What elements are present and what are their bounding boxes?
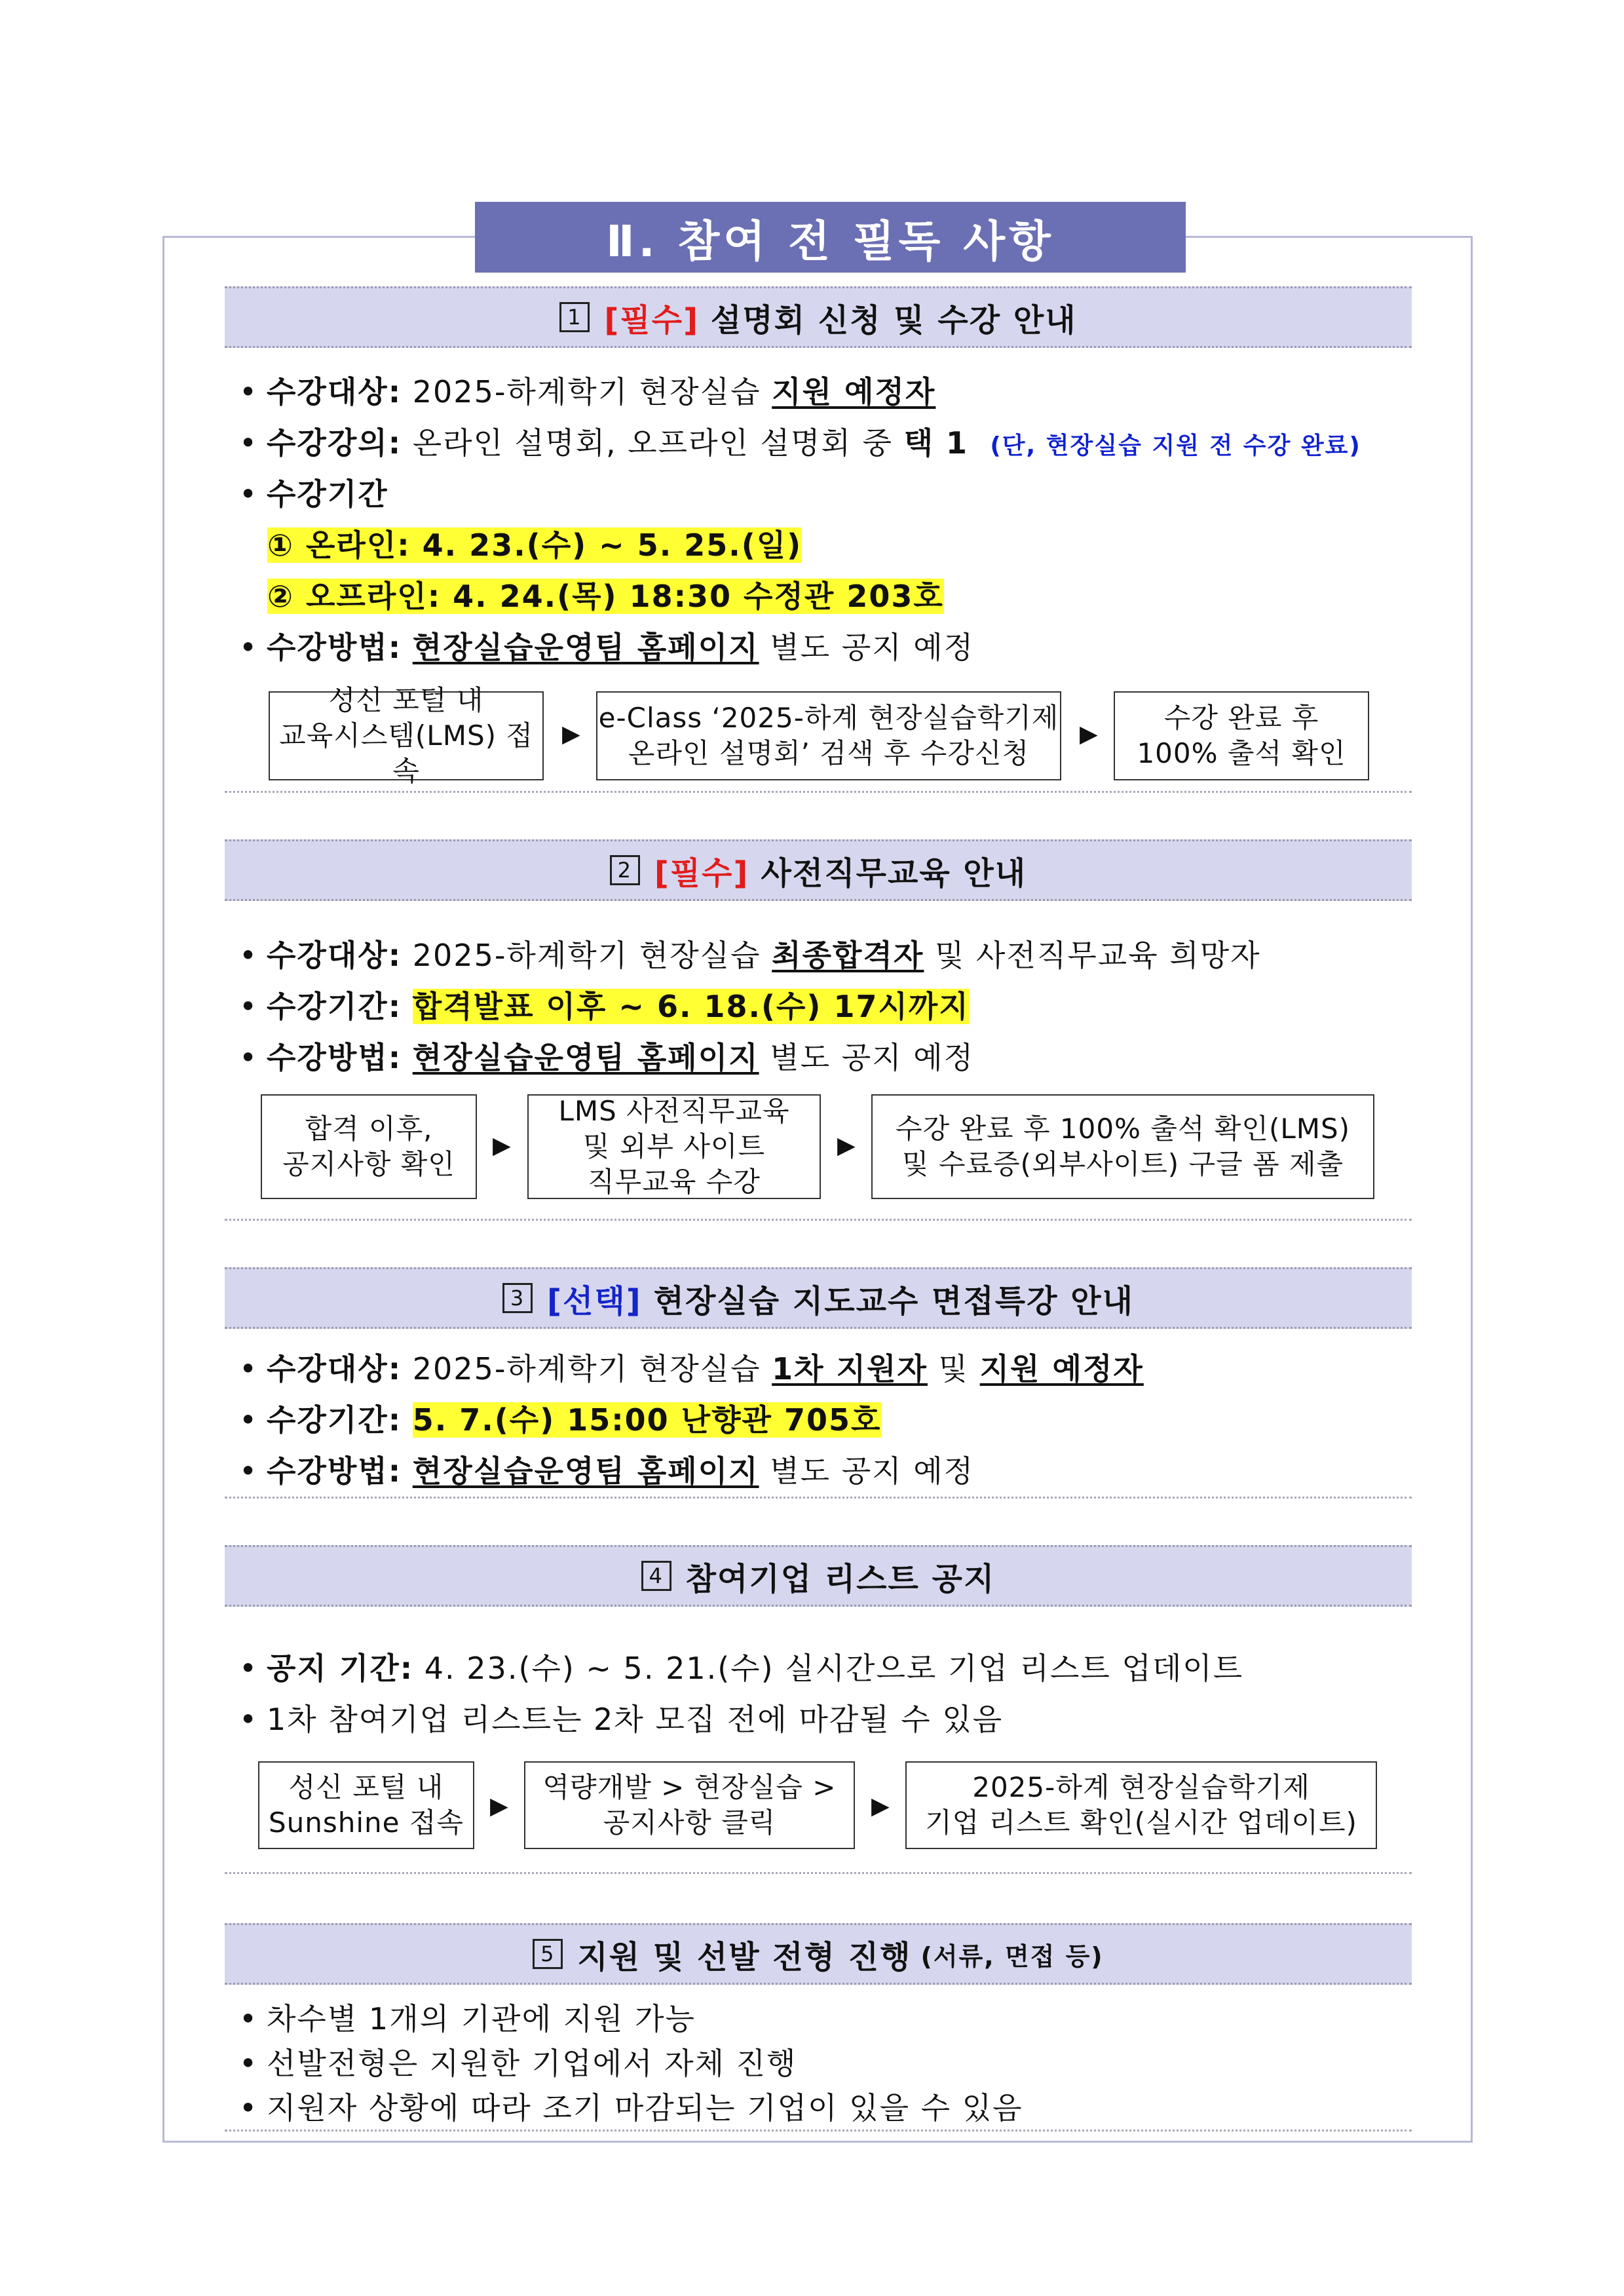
- divider: [225, 791, 1412, 793]
- list-item: [239, 1396, 881, 1440]
- period-offline: [267, 573, 944, 616]
- item-emphasis: 최종합격자: [772, 938, 924, 973]
- bullet: •: [239, 1702, 259, 1737]
- bullet: •: [239, 630, 259, 665]
- item-label: 수강대상:: [267, 1351, 402, 1387]
- item-emphasis: 지원 예정자: [772, 374, 936, 410]
- section-title: 설명회 신청 및 수강 안내: [711, 301, 1077, 339]
- item-text: 4. 23.(수) ~ 5. 21.(수) 실시간으로 기업 리스트 업데이트: [413, 1651, 1244, 1686]
- list-item: [239, 1696, 1003, 1739]
- section-tag: [필수]: [654, 854, 749, 892]
- step-box: [258, 1761, 474, 1849]
- item-text: 선발전형은 지원한 기업에서 자체 진행: [267, 2046, 797, 2081]
- list-item: [239, 1447, 974, 1491]
- step-line: LMS 사전직무교육: [558, 1095, 790, 1127]
- step-line: 2025-하계 현장실습학기제: [972, 1771, 1310, 1803]
- step-line: 성신 포털 내: [328, 684, 484, 716]
- item-text: 온라인 설명회, 오프라인 설명회 중: [402, 425, 904, 461]
- list-item: [239, 624, 974, 667]
- section-tag: [선택]: [547, 1282, 642, 1320]
- divider: [225, 2130, 1412, 2132]
- step-line: 및 외부 사이트: [582, 1130, 766, 1162]
- item-emphasis: 현장실습운영팀 홈페이지: [412, 1040, 759, 1075]
- section-5-header: [225, 1923, 1412, 1985]
- arrow-right-icon: ▶: [562, 721, 580, 748]
- list-item: [239, 983, 970, 1026]
- bullet: •: [239, 476, 259, 512]
- bullet: •: [239, 938, 259, 973]
- step-box: [905, 1761, 1377, 1849]
- step-box: [524, 1761, 855, 1849]
- section-title: 참여기업 리스트 공지: [685, 1560, 996, 1598]
- section-number: 1: [559, 302, 590, 332]
- step-line: 기업 리스트 확인(실시간 업데이트): [925, 1807, 1357, 1839]
- item-label: 수강강의:: [267, 425, 402, 461]
- divider: [225, 1872, 1412, 1874]
- item-label: 수강방법:: [267, 1453, 402, 1489]
- section-1-header: [225, 286, 1412, 348]
- section-number: 3: [502, 1283, 533, 1313]
- item-text: 지원자 상황에 따라 조기 마감되는 기업이 있을 수 있음: [267, 2090, 1023, 2126]
- step-line: 합격 이후,: [305, 1113, 433, 1145]
- section-title: 사전직무교육 안내: [761, 854, 1027, 892]
- item-label: 수강방법:: [267, 630, 402, 665]
- item-text: 2025-하계학기 현장실습: [402, 1351, 772, 1387]
- bullet: •: [239, 425, 259, 461]
- section-number: 2: [610, 855, 640, 885]
- item-text: 및 사전직무교육 희망자: [924, 938, 1261, 973]
- period-text: ① 온라인: 4. 23.(수) ~ 5. 25.(일): [267, 527, 803, 563]
- item-text: 2025-하계학기 현장실습: [402, 374, 772, 410]
- item-emphasis: 현장실습운영팀 홈페이지: [412, 1453, 759, 1489]
- step-line: 공지사항 확인: [282, 1148, 455, 1180]
- page-title: Ⅱ. 참여 전 필독 사항: [475, 202, 1186, 273]
- list-item: [239, 1034, 974, 1077]
- arrow-right-icon: ▶: [493, 1132, 511, 1159]
- bullet: •: [239, 1651, 259, 1686]
- step-line: e-Class ‘2025-하계 현장실습학기제: [598, 702, 1059, 734]
- list-item: [239, 419, 1361, 463]
- item-highlight: 합격발표 이후 ~ 6. 18.(수) 17시까지: [412, 989, 970, 1024]
- item-text: 별도 공지 예정: [759, 1453, 975, 1489]
- step-line: 공지사항 클릭: [603, 1807, 776, 1839]
- step-line: 직무교육 수강: [588, 1166, 761, 1198]
- item-text: 별도 공지 예정: [759, 1040, 975, 1075]
- bullet: •: [239, 2090, 259, 2126]
- step-line: 성신 포털 내: [288, 1771, 444, 1803]
- section-3-header: [225, 1267, 1412, 1329]
- item-emphasis: 지원 예정자: [979, 1351, 1144, 1387]
- section-2-header: [225, 839, 1412, 901]
- section-title-note: (서류, 면접 등): [920, 1942, 1104, 1971]
- step-line: 교육시스템(LMS) 접속: [279, 719, 533, 787]
- bullet: •: [239, 2046, 259, 2081]
- item-label: 수강방법:: [267, 1040, 402, 1075]
- list-item: [239, 1645, 1243, 1688]
- step-line: 역량개발 > 현장실습 >: [542, 1771, 837, 1803]
- item-emphasis: 택 1: [903, 425, 969, 461]
- section-number: 4: [641, 1561, 671, 1591]
- list-item: [239, 2084, 1023, 2128]
- item-text: 2025-하계학기 현장실습: [402, 938, 772, 973]
- section-title: 지원 및 선발 전형 진행: [577, 1938, 912, 1976]
- section-tag: [필수]: [604, 301, 700, 339]
- period-text: ② 오프라인: 4. 24.(목) 18:30 수정관 203호: [267, 579, 944, 614]
- item-text: 1차 참여기업 리스트는 2차 모집 전에 마감될 수 있음: [267, 1702, 1004, 1737]
- section-4-header: [225, 1545, 1412, 1607]
- item-emphasis: 1차 지원자: [772, 1351, 928, 1387]
- step-box: [1114, 691, 1369, 780]
- item-text: 차수별 1개의 기관에 지원 가능: [267, 2001, 696, 2037]
- list-item: [239, 1345, 1144, 1388]
- bullet: •: [239, 1402, 259, 1438]
- bullet: •: [239, 374, 259, 410]
- item-label: 수강기간: [267, 476, 388, 512]
- arrow-right-icon: ▶: [871, 1793, 890, 1820]
- list-item: [239, 2040, 797, 2083]
- item-label: 수강기간:: [267, 989, 402, 1024]
- list-item: [239, 470, 388, 514]
- section-title: 현장실습 지도교수 면접특강 안내: [653, 1282, 1134, 1320]
- bullet: •: [239, 989, 259, 1024]
- bullet: •: [239, 2001, 259, 2037]
- step-line: 온라인 설명회’ 검색 후 수강신청: [628, 737, 1030, 769]
- item-label: 수강대상:: [267, 374, 402, 410]
- arrow-right-icon: ▶: [490, 1793, 508, 1820]
- step-line: 100% 출석 확인: [1137, 737, 1346, 769]
- item-label: 공지 기간:: [267, 1651, 414, 1686]
- item-label: 수강대상:: [267, 938, 402, 973]
- step-box: [871, 1094, 1374, 1199]
- list-item: [239, 1995, 696, 2038]
- bullet: •: [239, 1351, 259, 1387]
- period-online: [267, 522, 802, 565]
- item-text: 별도 공지 예정: [759, 630, 975, 665]
- step-line: 수강 완료 후: [1163, 702, 1319, 734]
- step-box: [596, 691, 1061, 780]
- item-text: 및: [927, 1351, 980, 1387]
- arrow-right-icon: ▶: [837, 1132, 856, 1159]
- item-label: 수강기간:: [267, 1402, 402, 1438]
- step-line: 및 수료증(외부사이트) 구글 폼 제출: [901, 1148, 1344, 1180]
- list-item: [239, 932, 1261, 975]
- bullet: •: [239, 1453, 259, 1489]
- step-box: [261, 1094, 477, 1199]
- list-item: [239, 368, 935, 411]
- section-number: 5: [533, 1939, 563, 1969]
- arrow-right-icon: ▶: [1080, 721, 1098, 748]
- step-box: [269, 684, 544, 787]
- step-line: 수강 완료 후 100% 출석 확인(LMS): [895, 1113, 1351, 1145]
- item-highlight: 5. 7.(수) 15:00 난향관 705호: [412, 1402, 882, 1438]
- divider: [225, 1497, 1412, 1499]
- bullet: •: [239, 1040, 259, 1075]
- step-line: Sunshine 접속: [268, 1807, 464, 1839]
- step-box: [527, 1094, 821, 1199]
- divider: [225, 1219, 1412, 1221]
- item-note: (단, 현장실습 지원 전 수강 완료): [990, 432, 1361, 459]
- item-emphasis: 현장실습운영팀 홈페이지: [412, 630, 759, 665]
